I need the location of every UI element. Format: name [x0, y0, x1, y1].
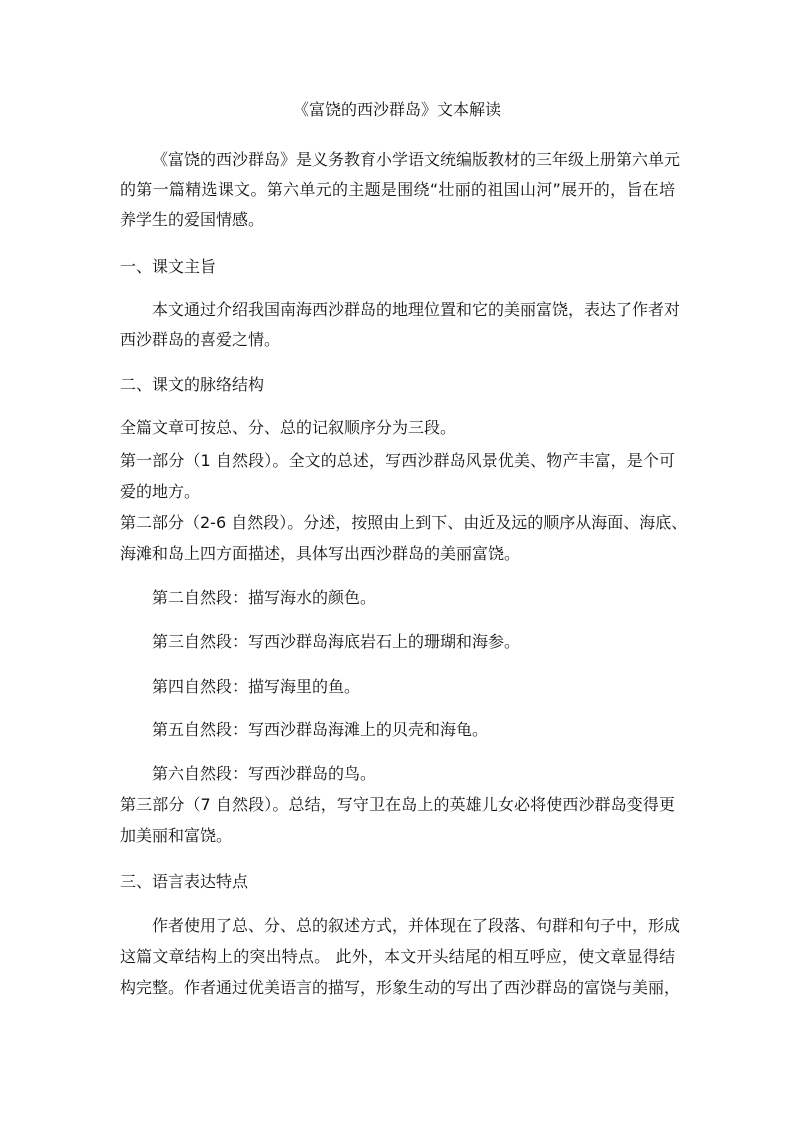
- paragraph-line: 本文通过介绍我国南海西沙群岛的地理位置和它的美丽富饶，表达了作者对: [152, 300, 681, 319]
- paragraph-line: 构完整。作者通过优美语言的描写，形象生动的写出了西沙群岛的富饶与美丽，: [120, 978, 681, 997]
- document-title: 《富饶的西沙群岛》文本解读: [292, 100, 501, 119]
- section-heading: 一、课文主旨: [120, 257, 217, 276]
- section-heading: 三、语言表达特点: [120, 872, 249, 891]
- paragraph-line: 爱的地方。: [120, 482, 201, 501]
- intro-line: 的第一篇精选课文。第六单元的主题是围绕“壮丽的祖国山河”展开的，旨在培: [120, 180, 675, 199]
- paragraph-line: 全篇文章可按总、分、总的记叙顺序分为三段。: [120, 418, 457, 437]
- list-item: 第六自然段：写西沙群岛的鸟。: [152, 764, 377, 783]
- paragraph-line: 第一部分（1 自然段）。全文的总述，写西沙群岛风景优美、物产丰富，是个可: [120, 451, 675, 470]
- paragraph-line: 这篇文章结构上的突出特点。 此外，本文开头结尾的相互呼应，使文章显得结: [120, 947, 675, 966]
- list-item: 第三自然段：写西沙群岛海底岩石上的珊瑚和海参。: [152, 632, 521, 651]
- paragraph-line: 加美丽和富饶。: [120, 826, 233, 845]
- intro-line: 《富饶的西沙群岛》是义务教育小学语文统编版教材的三年级上册第六单元: [152, 150, 681, 169]
- list-item: 第五自然段：写西沙群岛海滩上的贝壳和海龟。: [152, 720, 489, 739]
- paragraph-line: 第二部分（2-6 自然段）。分述，按照由上到下、由近及远的顺序从海面、海底、: [120, 513, 688, 532]
- paragraph-line: 西沙群岛的喜爱之情。: [120, 330, 281, 349]
- paragraph-line: 海滩和岛上四方面描述，具体写出西沙群岛的美丽富饶。: [120, 544, 521, 563]
- paragraph-line: 第三部分（7 自然段）。总结，写守卫在岛上的英雄儿女必将使西沙群岛变得更: [120, 795, 675, 814]
- list-item: 第四自然段：描写海里的鱼。: [152, 677, 361, 696]
- list-item: 第二自然段：描写海水的颜色。: [152, 588, 377, 607]
- paragraph-line: 作者使用了总、分、总的叙述方式，并体现在了段落、句群和句子中，形成: [152, 916, 681, 935]
- intro-line: 养学生的爱国情感。: [120, 210, 265, 229]
- section-heading: 二、课文的脉络结构: [120, 375, 265, 394]
